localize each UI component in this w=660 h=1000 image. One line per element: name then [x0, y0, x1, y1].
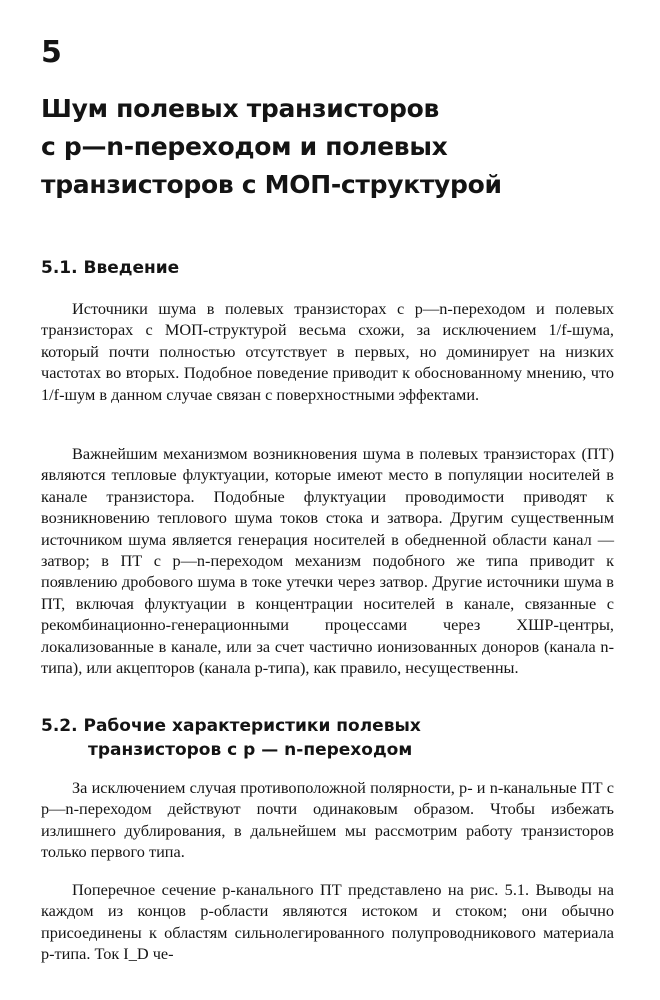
chapter-title	[41, 90, 621, 204]
section-heading-operating-characteristics	[41, 714, 421, 762]
paragraph: За исключением случая противоположной полярности, p- и n-канальные ПТ с p—n-переходом действуют почти одинаковым образом. Чтобы избежать излишнего дублирования, в дальнейшем мы рассмотрим работу транзисторов только первого типа.	[41, 778, 614, 862]
chapter-title-line: с p—n-переходом и полевых	[41, 132, 448, 161]
section-heading-line: транзисторов с p — n-переходом	[88, 740, 413, 760]
paragraph: Поперечное сечение p-канального ПТ представлено на рис. 5.1. Выводы на каждом из концов p-области являются истоком и стоком; они обычно присоединены к областям сильнолегированного полупроводникового материала p-типа. Ток I_D че-	[41, 880, 614, 964]
chapter-number: 5	[41, 35, 62, 70]
paragraph: Важнейшим механизмом возникновения шума в полевых транзисторах (ПТ) являются тепловые флуктуации, которые имеют место в популяции носителей в канале транзистора. Подобные флуктуации проводимости приводят к возникновению теплового шума токов стока и затвора. Другим существенным источником шума является генерация носителей в обедненной области канал — затвор; в ПТ с p—n-переходом механизм подобного же типа приводит к появлению дробового шума в токе утечки через затвор. Другие источники шума в ПТ, включая флуктуации в концентрации носителей в канале, связанные с рекомбинационно-генерационными процессами через ХШР-центры, локализованные в канале, или за счет частично ионизованных доноров (канала n-типа), или акцепторов (канала p-типа), как правило, несущественны.	[41, 444, 614, 678]
paragraph: Источники шума в полевых транзисторах с p—n-переходом и полевых транзисторах с МОП-структурой весьма схожи, за исключением 1/f-шума, который почти полностью отсутствует в первых, но доминирует на низких частотах во вторых. Подобное поведение приводит к обоснованному мнению, что 1/f-шум в данном случае связан с поверхностными эффектами.	[41, 299, 614, 404]
chapter-title-line: Шум полевых транзисторов	[41, 94, 440, 123]
chapter-title-line: транзисторов с МОП-структурой	[41, 170, 502, 199]
section-heading-line: 5.2. Рабочие характеристики полевых	[41, 716, 421, 736]
section-heading-introduction: 5.1. Введение	[41, 258, 180, 278]
